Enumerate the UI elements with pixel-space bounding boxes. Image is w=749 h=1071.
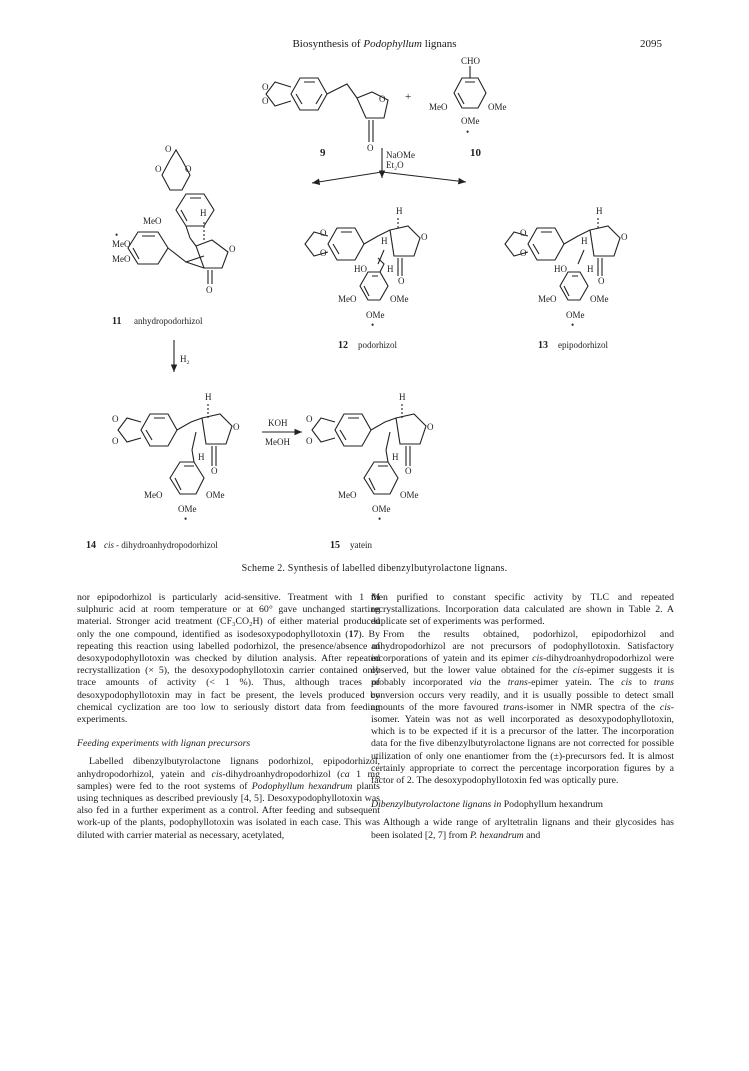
section-heading: Feeding experiments with lignan precursors xyxy=(77,738,251,750)
svg-text:O: O xyxy=(520,228,527,238)
svg-text:H: H xyxy=(399,392,406,402)
svg-text:HO: HO xyxy=(354,264,367,274)
svg-text:MeO: MeO xyxy=(112,254,131,264)
svg-text:•: • xyxy=(371,320,375,330)
svg-text:OMe: OMe xyxy=(206,490,225,500)
svg-text:O: O xyxy=(185,164,192,174)
svg-text:H: H xyxy=(198,452,205,462)
page-number: 2095 xyxy=(640,38,662,50)
svg-text:OMe: OMe xyxy=(372,504,391,514)
svg-text:O: O xyxy=(306,436,313,446)
svg-text:Et₂O: Et₂O xyxy=(386,160,404,170)
compound-12-name: podorhizol xyxy=(358,340,397,350)
compound-13-label: 13 xyxy=(538,340,548,351)
svg-text:O: O xyxy=(427,422,434,432)
svg-text:MeOH: MeOH xyxy=(265,437,290,447)
compound-12-label: 12 xyxy=(338,340,348,351)
svg-text:O: O xyxy=(421,232,428,242)
svg-text:OMe: OMe xyxy=(390,294,409,304)
svg-text:CHO: CHO xyxy=(461,56,481,66)
svg-text:H: H xyxy=(596,206,603,216)
svg-text:O: O xyxy=(621,232,628,242)
compound-11-label: 11 xyxy=(112,316,122,327)
svg-text:•: • xyxy=(115,230,119,240)
svg-text:OMe: OMe xyxy=(461,116,480,126)
svg-text:O: O xyxy=(598,276,605,286)
svg-text:MeO: MeO xyxy=(338,490,357,500)
paragraph: From the results obtained, podorhizol, epipodorhizol and anhydropodorhizol are not precursors of podophyllotoxin. Satisfactory incorporations of yatein and its epimer cis-dihydroanhydropodorhizol were observed, but the lower value obtained for the cis-epimer suggests it is probably incorporated via the trans-epimer yatein. The cis to trans conversion occurs very readily, and it is usually possible to detect small amounts of the more favoured trans-isomer in NMR spectra of the cis-isomer. Yatein was not as well incorporated as desoxypodophyllotoxin, which is to be expected if it is a precursor of the latter. The incorporation data for the five dibenzylbutyrolactone lignans are not corrected for possible utilization of only one enantiomer from the (±)-precursors fed. It is almost certainly appropriate to correct the percentage incorporation figures by a factor of 2. The desoxypodophyllotoxin fed was optically pure. xyxy=(371,628,675,787)
compound-15-label: 15 xyxy=(330,540,340,551)
svg-text:O: O xyxy=(398,276,405,286)
svg-text:MeO: MeO xyxy=(143,216,162,226)
section-heading: Dibenzylbutyrolactone lignans in Podophyllum hexandrum xyxy=(371,799,604,811)
svg-text:H: H xyxy=(587,264,594,274)
svg-text:O: O xyxy=(155,164,162,174)
paragraph: Labelled dibenzylbutyrolactone lignans podorhizol, epipodorhizol, anhydropodorhizol, yatein and cis-dihydroanhydropodorhizol (ca 1 mg samples) were fed to the root systems of Podophyllum hexandrum plants using techniques as described previously [4, 5]. Desoxypodophyllotoxin was also fed in a further experiment as a control. After feeding and subsequent work-up of the plants, podophyllotoxin was isolated in each case. This was diluted with carrier material as necessary, acetylated, xyxy=(77,756,380,841)
svg-text:H: H xyxy=(387,264,394,274)
svg-text:OMe: OMe xyxy=(178,504,197,514)
svg-text:O: O xyxy=(112,414,119,424)
svg-text:MeO: MeO xyxy=(144,490,163,500)
running-header: Biosynthesis of Podophyllum lignans xyxy=(292,38,457,50)
svg-text:O: O xyxy=(520,248,527,258)
svg-text:MeO: MeO xyxy=(538,294,557,304)
svg-text:O: O xyxy=(229,244,236,254)
svg-text:OMe: OMe xyxy=(400,490,419,500)
svg-text:+: + xyxy=(405,91,412,103)
compound-9-label: 9 xyxy=(320,147,326,159)
svg-text:HO: HO xyxy=(554,264,567,274)
svg-text:O: O xyxy=(379,94,386,104)
svg-text:H: H xyxy=(381,236,388,246)
svg-text:•: • xyxy=(378,514,382,524)
svg-text:H: H xyxy=(392,452,399,462)
svg-text:H: H xyxy=(581,236,588,246)
svg-text:H: H xyxy=(396,206,403,216)
svg-text:OMe: OMe xyxy=(366,310,385,320)
svg-text:KOH: KOH xyxy=(268,418,288,428)
svg-text:•: • xyxy=(571,320,575,330)
compound-15-name: yatein xyxy=(350,540,372,550)
scheme-caption: Scheme 2. Synthesis of labelled dibenzylbutyrolactone lignans. xyxy=(241,563,508,574)
svg-text:O: O xyxy=(112,436,119,446)
paragraph: Although a wide range of aryltetralin lignans and their glycosides has been isolated [2, 7] from P. hexandrum and xyxy=(371,817,674,841)
svg-text:O: O xyxy=(320,248,327,258)
left-column xyxy=(77,592,380,842)
svg-text:O: O xyxy=(262,96,269,106)
svg-text:MeO: MeO xyxy=(338,294,357,304)
compound-14-name: - dihydroanhydropodorhizol xyxy=(116,540,218,550)
svg-text:H: H xyxy=(205,392,212,402)
compound-11-name: anhydropodorhizol xyxy=(134,316,203,326)
svg-text:H: H xyxy=(200,208,207,218)
svg-text:MeO: MeO xyxy=(112,239,131,249)
svg-text:OMe: OMe xyxy=(590,294,609,304)
svg-text:O: O xyxy=(405,466,412,476)
compound-10-label: 10 xyxy=(470,147,481,159)
svg-text:O: O xyxy=(206,285,213,295)
svg-text:O: O xyxy=(306,414,313,424)
paragraph: nor epipodorhizol is particularly acid-sensitive. Treatment with 1 M sulphuric acid at room temperature or at 60° gave unchanged starting material. Stronger acid treatment (CF₃CO₂H) of either material produced only the one compound, identified as isodesoxypodophyllotoxin (17). By repeating this reaction using labelled podorhizol, the presence/absence of desoxypodophyllotoxin was checked by dilution analysis. After repeated recrystallization (× 5), the desoxypodophyllotoxin carrier contained only trace amounts of activity (< 1 %). Thus, although traces of desoxypodophyllotoxin may in fact be present, the levels produced by chemical cyclization are too low to seriously distort data from feeding experiments. xyxy=(77,592,380,726)
paragraph: then purified to constant specific activity by TLC and repeated recrystallizations. Incorporation data calculated are shown in Table 2. A duplicate set of experiments was performed. xyxy=(371,592,674,628)
svg-text:OMe: OMe xyxy=(566,310,585,320)
svg-text:O: O xyxy=(211,466,218,476)
svg-text:O: O xyxy=(233,422,240,432)
right-column xyxy=(371,592,674,842)
svg-text:NaOMe: NaOMe xyxy=(386,150,415,160)
compound-14-label: 14 xyxy=(86,540,96,551)
svg-text:cis: cis xyxy=(104,540,114,550)
svg-text:•: • xyxy=(184,514,188,524)
svg-text:O: O xyxy=(367,143,374,153)
svg-text:OMe: OMe xyxy=(488,102,507,112)
svg-text:O: O xyxy=(262,82,269,92)
compound-13-name: epipodorhizol xyxy=(558,340,608,350)
svg-text:MeO: MeO xyxy=(429,102,448,112)
svg-text:O: O xyxy=(165,144,172,154)
svg-text:O: O xyxy=(320,228,327,238)
svg-text:•: • xyxy=(466,127,470,137)
svg-text:H₂: H₂ xyxy=(180,354,190,364)
